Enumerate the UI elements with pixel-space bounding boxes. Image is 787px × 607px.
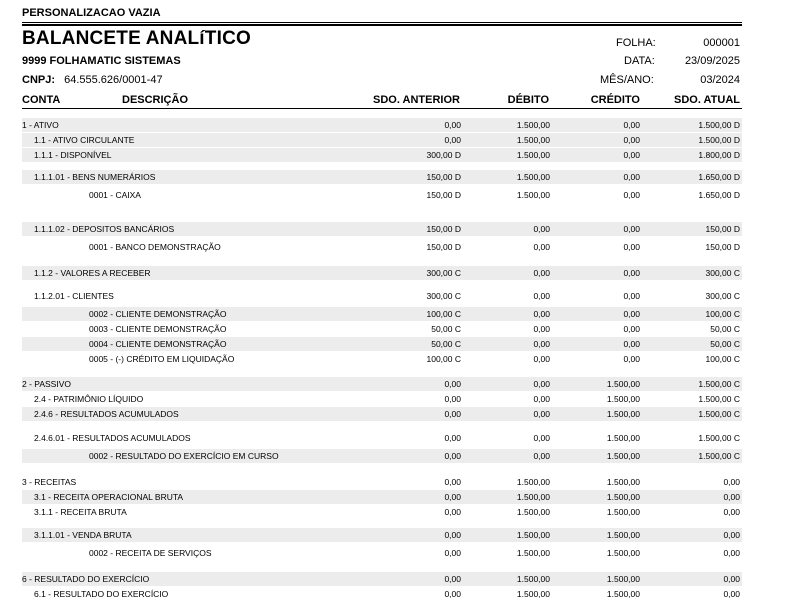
credito-cell: 0,00 — [623, 324, 640, 334]
account-description: 6 - RESULTADO DO EXERCÍCIO — [22, 574, 150, 584]
credito-cell: 0,00 — [623, 291, 640, 301]
credito-cell: 0,00 — [623, 172, 640, 182]
credito-cell: 1.500,00 — [606, 530, 640, 540]
debito-cell: 1.500,00 — [516, 507, 550, 517]
credito-cell: 0,00 — [623, 354, 640, 364]
saldo-atual-cell: 1.500,00 D — [698, 120, 740, 130]
saldo-atual-cell: 0,00 — [723, 507, 740, 517]
cnpj-value: 64.555.626/0001-47 — [64, 74, 163, 86]
debito-cell: 0,00 — [533, 291, 550, 301]
debito-cell: 0,00 — [533, 324, 550, 334]
debito-cell: 1.500,00 — [516, 492, 550, 502]
table-row — [22, 289, 742, 303]
col-sdo-anterior: SDO. ANTERIOR — [373, 94, 460, 106]
credito-cell: 0,00 — [623, 150, 640, 160]
data-label: DATA: — [624, 55, 655, 67]
saldo-atual-cell: 300,00 C — [705, 291, 740, 301]
account-description: 0002 - RECEITA DE SERVIÇOS — [89, 548, 212, 558]
account-description: 2 - PASSIVO — [22, 379, 71, 389]
col-conta: CONTA — [22, 94, 61, 106]
saldo-atual-cell: 0,00 — [723, 492, 740, 502]
saldo-anterior-cell: 0,00 — [444, 492, 461, 502]
debito-cell: 1.500,00 — [516, 477, 550, 487]
saldo-atual-cell: 1.650,00 D — [698, 190, 740, 200]
account-description: 2.4.6 - RESULTADOS ACUMULADOS — [34, 409, 179, 419]
credito-cell: 1.500,00 — [606, 394, 640, 404]
saldo-anterior-cell: 50,00 C — [431, 339, 461, 349]
saldo-atual-cell: 1.500,00 C — [698, 451, 740, 461]
table-row — [22, 170, 742, 184]
saldo-anterior-cell: 0,00 — [444, 574, 461, 584]
credito-cell: 0,00 — [623, 242, 640, 252]
col-debito: DÉBITO — [507, 94, 549, 106]
credito-cell: 1.500,00 — [606, 589, 640, 599]
saldo-anterior-cell: 0,00 — [444, 548, 461, 558]
table-row — [22, 222, 742, 236]
saldo-anterior-cell: 50,00 C — [431, 324, 461, 334]
debito-cell: 1.500,00 — [516, 172, 550, 182]
folha-label: FOLHA: — [616, 37, 656, 49]
cnpj-line — [22, 74, 163, 86]
account-description: 6.1 - RESULTADO DO EXERCÍCIO — [34, 589, 169, 599]
account-description: 1.1.1 - DISPONÍVEL — [34, 150, 112, 160]
saldo-atual-cell: 1.500,00 C — [698, 409, 740, 419]
credito-cell: 0,00 — [623, 135, 640, 145]
saldo-anterior-cell: 0,00 — [444, 530, 461, 540]
table-row — [22, 431, 742, 445]
debito-cell: 0,00 — [533, 354, 550, 364]
account-description: 3 - RECEITAS — [22, 477, 77, 487]
saldo-anterior-cell: 0,00 — [444, 120, 461, 130]
saldo-atual-cell: 1.500,00 C — [698, 433, 740, 443]
saldo-atual-cell: 0,00 — [723, 548, 740, 558]
saldo-anterior-cell: 0,00 — [444, 507, 461, 517]
debito-cell: 1.500,00 — [516, 574, 550, 584]
saldo-atual-cell: 300,00 C — [705, 268, 740, 278]
company-header: PERSONALIZACAO VAZIA — [22, 7, 161, 19]
saldo-anterior-cell: 150,00 D — [426, 242, 461, 252]
saldo-atual-cell: 1.500,00 C — [698, 394, 740, 404]
saldo-atual-cell: 50,00 C — [710, 339, 740, 349]
credito-cell: 1.500,00 — [606, 507, 640, 517]
debito-cell: 1.500,00 — [516, 135, 550, 145]
credito-cell: 1.500,00 — [606, 492, 640, 502]
saldo-anterior-cell: 300,00 C — [426, 268, 461, 278]
saldo-atual-cell: 100,00 C — [705, 309, 740, 319]
credito-cell: 0,00 — [623, 268, 640, 278]
table-row — [22, 546, 742, 560]
table-row — [22, 188, 742, 202]
debito-cell: 1.500,00 — [516, 530, 550, 540]
credito-cell: 0,00 — [623, 339, 640, 349]
table-row — [22, 587, 742, 601]
account-description: 3.1.1 - RECEITA BRUTA — [34, 507, 127, 517]
debito-cell: 0,00 — [533, 242, 550, 252]
debito-cell: 0,00 — [533, 379, 550, 389]
account-description: 0002 - RESULTADO DO EXERCÍCIO EM CURSO — [89, 451, 279, 461]
saldo-atual-cell: 1.500,00 D — [698, 135, 740, 145]
header-rule-top — [22, 22, 742, 23]
table-row — [22, 377, 742, 391]
saldo-anterior-cell: 0,00 — [444, 135, 461, 145]
debito-cell: 0,00 — [533, 309, 550, 319]
saldo-anterior-cell: 0,00 — [444, 379, 461, 389]
table-row — [22, 148, 742, 162]
account-description: 1 - ATIVO — [22, 120, 59, 130]
saldo-anterior-cell: 300,00 C — [426, 291, 461, 301]
account-description: 3.1.1.01 - VENDA BRUTA — [34, 530, 132, 540]
debito-cell: 0,00 — [533, 224, 550, 234]
account-description: 0003 - CLIENTE DEMONSTRAÇÃO — [89, 324, 227, 334]
debito-cell: 1.500,00 — [516, 120, 550, 130]
saldo-anterior-cell: 0,00 — [444, 589, 461, 599]
account-description: 0005 - (-) CRÉDITO EM LIQUIDAÇÃO — [89, 354, 235, 364]
table-row — [22, 475, 742, 489]
debito-cell: 1.500,00 — [516, 150, 550, 160]
mesano-value: 03/2024 — [700, 74, 740, 86]
saldo-anterior-cell: 150,00 D — [426, 224, 461, 234]
table-row — [22, 392, 742, 406]
col-credito: CRÉDITO — [590, 94, 640, 106]
credito-cell: 1.500,00 — [606, 477, 640, 487]
saldo-atual-cell: 50,00 C — [710, 324, 740, 334]
table-row — [22, 118, 742, 132]
table-row — [22, 322, 742, 336]
saldo-atual-cell: 0,00 — [723, 574, 740, 584]
saldo-atual-cell: 1.500,00 C — [698, 379, 740, 389]
saldo-atual-cell: 0,00 — [723, 530, 740, 540]
debito-cell: 0,00 — [533, 409, 550, 419]
saldo-anterior-cell: 0,00 — [444, 394, 461, 404]
saldo-anterior-cell: 0,00 — [444, 409, 461, 419]
table-row — [22, 572, 742, 586]
report-title: BALANCETE ANALíTICO — [22, 28, 251, 49]
saldo-anterior-cell: 100,00 C — [426, 309, 461, 319]
saldo-atual-cell: 0,00 — [723, 477, 740, 487]
account-description: 2.4 - PATRIMÔNIO LÍQUIDO — [34, 394, 144, 404]
account-description: 1.1.2 - VALORES A RECEBER — [34, 268, 151, 278]
account-description: 1.1.2.01 - CLIENTES — [34, 291, 114, 301]
saldo-anterior-cell: 100,00 C — [426, 354, 461, 364]
saldo-atual-cell: 1.800,00 D — [698, 150, 740, 160]
account-description: 0004 - CLIENTE DEMONSTRAÇÃO — [89, 339, 227, 349]
credito-cell: 1.500,00 — [606, 548, 640, 558]
saldo-atual-cell: 1.650,00 D — [698, 172, 740, 182]
saldo-anterior-cell: 300,00 D — [426, 150, 461, 160]
col-descricao: DESCRIÇÃO — [122, 94, 189, 106]
account-description: 1.1.1.02 - DEPOSITOS BANCÁRIOS — [34, 224, 175, 234]
table-row — [22, 505, 742, 519]
account-description: 1.1.1.01 - BENS NUMERÁRIOS — [34, 172, 156, 182]
debito-cell: 1.500,00 — [516, 548, 550, 558]
col-sdo-atual: SDO. ATUAL — [674, 94, 740, 106]
saldo-anterior-cell: 0,00 — [444, 433, 461, 443]
column-header-rule — [22, 108, 742, 109]
credito-cell: 1.500,00 — [606, 574, 640, 584]
credito-cell: 1.500,00 — [606, 433, 640, 443]
debito-cell: 0,00 — [533, 451, 550, 461]
account-description: 0002 - CLIENTE DEMONSTRAÇÃO — [89, 309, 227, 319]
saldo-anterior-cell: 150,00 D — [426, 172, 461, 182]
credito-cell: 1.500,00 — [606, 409, 640, 419]
credito-cell: 0,00 — [623, 309, 640, 319]
table-row — [22, 352, 742, 366]
table-row — [22, 407, 742, 421]
table-row — [22, 133, 742, 147]
credito-cell: 0,00 — [623, 120, 640, 130]
account-description: 2.4.6.01 - RESULTADOS ACUMULADOS — [34, 433, 191, 443]
mesano-label: MÊS/ANO: — [600, 74, 654, 86]
debito-cell: 0,00 — [533, 339, 550, 349]
table-row — [22, 266, 742, 280]
debito-cell: 0,00 — [533, 268, 550, 278]
saldo-atual-cell: 0,00 — [723, 589, 740, 599]
header-rule-thick — [22, 24, 742, 26]
table-row — [22, 528, 742, 542]
credito-cell: 1.500,00 — [606, 451, 640, 461]
credito-cell: 0,00 — [623, 224, 640, 234]
table-row — [22, 337, 742, 351]
table-row — [22, 240, 742, 254]
account-description: 0001 - BANCO DEMONSTRAÇÃO — [89, 242, 221, 252]
debito-cell: 0,00 — [533, 433, 550, 443]
table-row — [22, 307, 742, 321]
table-row — [22, 490, 742, 504]
company-name: 9999 FOLHAMATIC SISTEMAS — [22, 55, 181, 67]
debito-cell: 1.500,00 — [516, 589, 550, 599]
saldo-anterior-cell: 0,00 — [444, 451, 461, 461]
saldo-atual-cell: 150,00 D — [705, 242, 740, 252]
credito-cell: 0,00 — [623, 190, 640, 200]
saldo-anterior-cell: 0,00 — [444, 477, 461, 487]
debito-cell: 1.500,00 — [516, 190, 550, 200]
table-row — [22, 449, 742, 463]
folha-value: 000001 — [703, 37, 740, 49]
account-description: 1.1 - ATIVO CIRCULANTE — [34, 135, 135, 145]
cnpj-label: CNPJ: — [22, 74, 56, 86]
saldo-atual-cell: 100,00 C — [705, 354, 740, 364]
data-value: 23/09/2025 — [684, 55, 740, 67]
account-description: 0001 - CAIXA — [89, 190, 141, 200]
saldo-atual-cell: 150,00 D — [705, 224, 740, 234]
debito-cell: 0,00 — [533, 394, 550, 404]
credito-cell: 1.500,00 — [606, 379, 640, 389]
account-description: 3.1 - RECEITA OPERACIONAL BRUTA — [34, 492, 184, 502]
saldo-anterior-cell: 150,00 D — [426, 190, 461, 200]
